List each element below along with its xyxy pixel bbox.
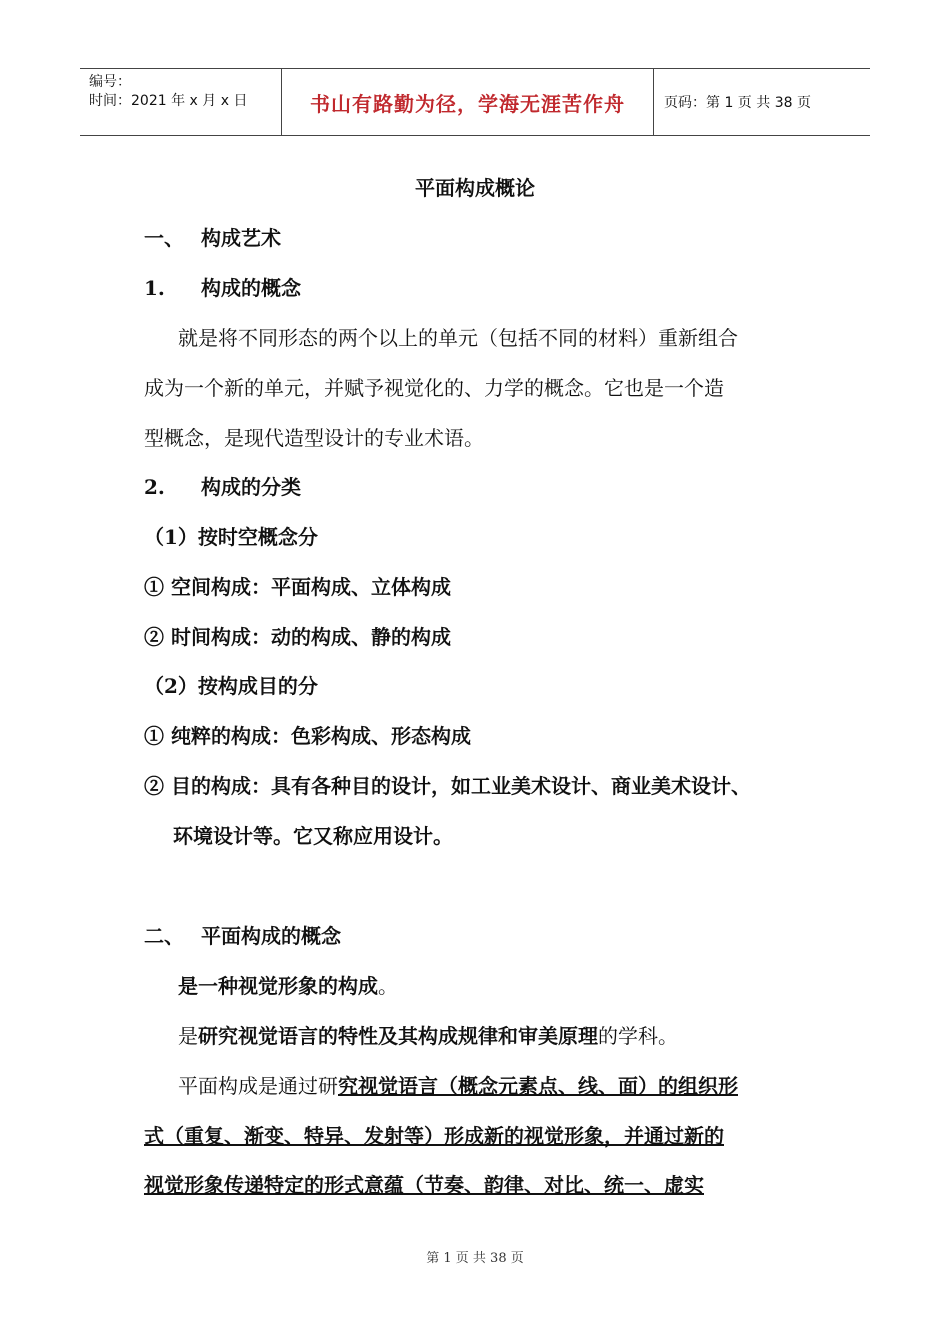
subsection-2-heading (144, 471, 301, 500)
section-2-heading (144, 920, 341, 949)
subsection-2-title: 构成的分类 (201, 475, 301, 499)
category-2-heading: （2）按构成目的分 (144, 674, 318, 698)
section-2-number: 二、 (144, 924, 184, 948)
underlined-text: 式（重复、渐变、特异、发射等）形成新的视觉形象，并通过新的 (144, 1124, 724, 1148)
header-motto: 书山有路勤为径，学海无涯苦作舟 (282, 69, 654, 135)
paragraph-line (178, 1070, 738, 1099)
header-page-info: 页码：第 1 页 共 38 页 (664, 95, 811, 111)
subsection-2-number: 2. (144, 475, 165, 499)
list-item: ① 纯粹的构成：色彩构成、形态构成 (144, 724, 471, 748)
plain-text: 的学科。 (598, 1024, 678, 1048)
bold-text: 是一种视觉形象的构成 (178, 974, 378, 998)
paragraph-line: 成为一个新的单元，并赋予视觉化的、力学的概念。它也是一个造 (144, 376, 724, 400)
header-meta (80, 69, 282, 135)
subsection-1-number: 1. (144, 276, 165, 300)
list-item: ② 目的构成：具有各种目的设计，如工业美术设计、商业美术设计、 (144, 774, 751, 798)
section-1-number: 一、 (144, 226, 184, 250)
document-title: 平面构成概论 (415, 176, 535, 200)
list-item: ② 时间构成：动的构成、静的构成 (144, 625, 451, 649)
paragraph-line (178, 1020, 678, 1049)
paragraph-line (178, 970, 398, 999)
section-1-title: 构成艺术 (201, 226, 281, 250)
paragraph-line: 型概念，是现代造型设计的专业术语。 (144, 426, 484, 450)
subsection-1-title: 构成的概念 (201, 276, 301, 300)
section-1-heading (144, 222, 281, 251)
section-2-title: 平面构成的概念 (201, 924, 341, 948)
plain-text: 平面构成是通过研 (178, 1074, 338, 1098)
underlined-text: 视觉形象传递特定的形式意蕴（节奏、韵律、对比、统一、虚实 (144, 1173, 704, 1197)
list-item: ① 空间构成：平面构成、立体构成 (144, 575, 451, 599)
list-item-continuation: 环境设计等。它又称应用设计。 (173, 824, 453, 848)
time-label: 时间：2021 年 x 月 x 日 (89, 93, 248, 109)
paragraph-line: 就是将不同形态的两个以上的单元（包括不同的材料）重新组合 (178, 326, 738, 350)
underlined-text: 究视觉语言（概念元素点、线、面）的组织形 (338, 1074, 738, 1098)
paragraph-line (144, 1169, 704, 1198)
serial-label: 编号： (89, 74, 131, 90)
plain-text: 。 (378, 974, 398, 998)
document-header (80, 68, 870, 136)
plain-text: 是 (178, 1024, 198, 1048)
category-1-heading: （1）按时空概念分 (144, 525, 318, 549)
paragraph-line (144, 1120, 724, 1149)
subsection-1-heading (144, 272, 301, 301)
bold-text: 研究视觉语言的特性及其构成规律和审美原理 (198, 1024, 598, 1048)
page-footer: 第 1 页 共 38 页 (426, 1251, 524, 1266)
